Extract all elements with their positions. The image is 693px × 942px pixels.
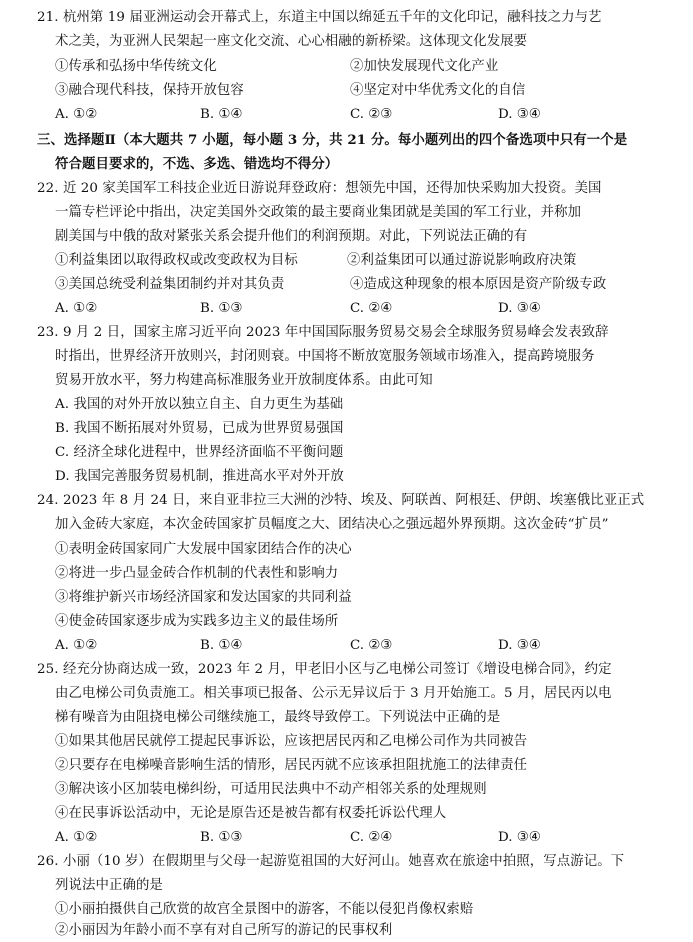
q25-statement-4: ④在民事诉讼活动中，无论是原告还是被告都有权委托诉讼代理人: [55, 806, 447, 821]
q24-option-c: C. ②③: [350, 638, 393, 653]
q24-option-d: D. ③④: [498, 638, 541, 653]
q23-stem-line2: 时指出，世界经济开放则兴，封闭则衰。中国将不断放宽服务领域市场准入，提高跨境服务: [55, 349, 595, 364]
q24-option-a: A. ①②: [55, 638, 98, 653]
q24-statement-2: ②将进一步凸显金砖合作机制的代表性和影响力: [55, 566, 339, 581]
q21-stem-line2: 术之美，为亚洲人民架起一座文化交流、心心相融的新桥梁。这体现文化发展要: [55, 34, 528, 49]
q22-statement-1: ①利益集团以取得政权或改变政权为目标: [55, 253, 298, 268]
q26-stem-line2: 列说法中正确的是: [55, 878, 163, 893]
q24-stem-line2: 加入金砖大家庭，本次金砖国家扩员幅度之大、团结决心之强远超外界预期。这次金砖“扩员”: [55, 517, 609, 532]
q24-option-b: B. ①④: [200, 638, 243, 653]
q22-option-c: C. ②④: [350, 301, 393, 316]
q22-option-d: D. ③④: [498, 301, 541, 316]
q22-stem-line3: 剧美国与中俄的敌对紧张关系会提升他们的利润预期。对此，下列说法正确的有: [55, 229, 528, 244]
q23-option-a: A. 我国的对外开放以独立自主、自力更生为基础: [55, 397, 344, 412]
section-header-line2: 符合题目要求的，不选、多选、错选均不得分）: [55, 156, 339, 172]
q25-option-c: C. ②④: [350, 830, 393, 845]
q22-statement-4: ④造成这种现象的根本原因是资产阶级专政: [350, 277, 607, 292]
q25-option-b: B. ①③: [200, 830, 243, 845]
q21-option-d: D. ③④: [498, 107, 541, 122]
q25-option-d: D. ③④: [498, 830, 541, 845]
q22-option-a: A. ①②: [55, 301, 98, 316]
q23-option-b: B. 我国不断拓展对外贸易，已成为世界贸易强国: [55, 421, 344, 436]
q22-stem-line1: 22. 近 20 家美国军工科技企业近日游说拜登政府：想领先中国，还得加快采购加大投资。美国: [37, 181, 602, 196]
q23-option-d: D. 我国完善服务贸易机制，推进高水平对外开放: [55, 469, 344, 484]
q25-option-a: A. ①②: [55, 830, 98, 845]
q22-option-b: B. ①③: [200, 301, 243, 316]
q22-stem-line2: 一篇专栏评论中指出，决定美国外交政策的最主要商业集团就是美国的军工行业，并称加: [55, 205, 582, 220]
q24-statement-3: ③将维护新兴市场经济国家和发达国家的共同利益: [55, 590, 352, 605]
q26-stem-line1: 26. 小丽（10 岁）在假期里与父母一起游览祖国的大好河山。她喜欢在旅途中拍照，写点游记。下: [37, 854, 625, 869]
q21-stem-line1: 21. 杭州第 19 届亚洲运动会开幕式上，东道主中国以绵延五千年的文化印记，融科技之力与艺: [37, 10, 602, 25]
q21-option-c: C. ②③: [350, 107, 393, 122]
q25-statement-2: ②只要存在电梯噪音影响生活的情形，居民丙就不应该承担阻扰施工的法律责任: [55, 758, 528, 773]
q21-statement-1: ①传承和弘扬中华传统文化: [55, 59, 217, 74]
section-header-line1: 三、选择题Ⅱ（本大题共 7 小题，每小题 3 分，共 21 分。每小题列出的四个备选项中只有一个是: [37, 132, 628, 148]
q21-option-a: A. ①②: [55, 107, 98, 122]
q25-stem-line1: 25. 经充分协商达成一致，2023 年 2 月，甲老旧小区与乙电梯公司签订《增设电梯合同》，约定: [37, 662, 612, 677]
q23-stem-line3: 贸易开放水平，努力构建高标准服务业开放制度体系。由此可知: [55, 373, 433, 388]
q25-statement-1: ①如果其他居民就停工提起民事诉讼，应该把居民丙和乙电梯公司作为共同被告: [55, 734, 528, 749]
q23-stem-line1: 23. 9 月 2 日，国家主席习近平向 2023 年中国国际服务贸易交易会全球服务贸易峰会发表致辞: [37, 325, 609, 340]
q21-statement-3: ③融合现代科技，保持开放包容: [55, 83, 244, 98]
q23-option-c: C. 经济全球化进程中，世界经济面临不平衡问题: [55, 445, 344, 460]
q26-statement-1: ①小丽拍摄供自己欣赏的故宫全景图中的游客，不能以侵犯肖像权索赔: [55, 902, 474, 917]
q25-stem-line3: 梯有噪音为由阻挠电梯公司继续施工，最终导致停工。下列说法中正确的是: [55, 710, 501, 725]
q22-statement-3: ③美国总统受利益集团制约并对其负责: [55, 277, 285, 292]
q21-statement-4: ④坚定对中华优秀文化的自信: [350, 83, 526, 98]
q22-statement-2: ②利益集团可以通过游说影响政府决策: [347, 253, 577, 268]
q24-statement-1: ①表明金砖国家同广大发展中国家团结合作的决心: [55, 542, 352, 557]
q21-statement-2: ②加快发展现代文化产业: [350, 59, 499, 74]
q26-statement-2: ②小丽因为年龄小而不享有对自己所写的游记的民事权利: [55, 923, 393, 938]
q25-stem-line2: 由乙电梯公司负责施工。相关事项已报备、公示无异议后于 3 月开始施工。5 月，居民丙以电: [55, 686, 612, 701]
q24-stem-line1: 24. 2023 年 8 月 24 日，来自亚非拉三大洲的沙特、埃及、阿联酋、阿根廷、伊朗、埃塞俄比亚正式: [37, 493, 645, 508]
q24-statement-4: ④使金砖国家逐步成为实践多边主义的最佳场所: [55, 614, 339, 629]
q21-option-b: B. ①④: [200, 107, 243, 122]
q25-statement-3: ③解决该小区加装电梯纠纷，可适用民法典中不动产相邻关系的处理规则: [55, 782, 487, 797]
